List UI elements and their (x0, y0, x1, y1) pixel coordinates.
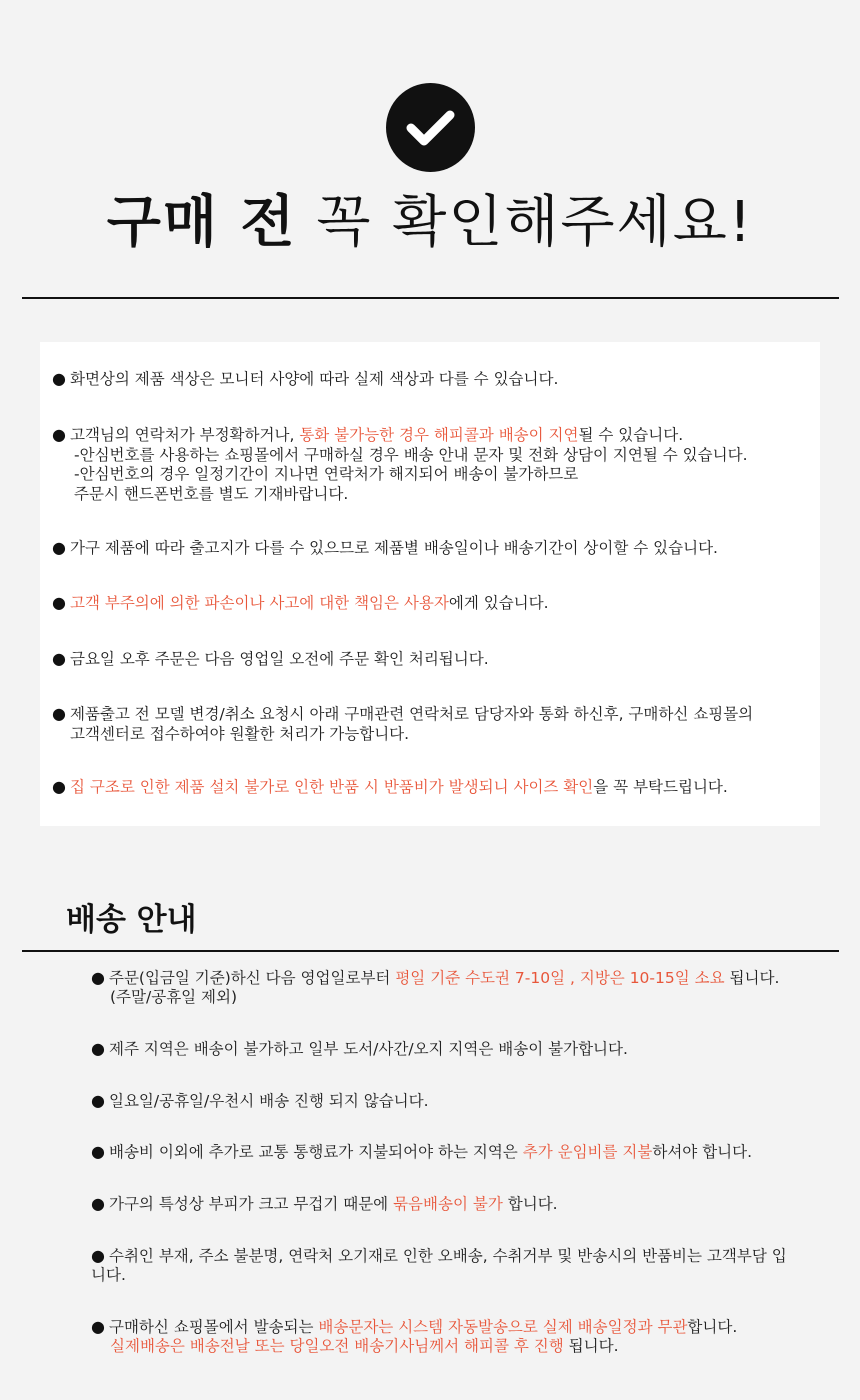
bullet-icon: ● (91, 1317, 105, 1336)
bullet-icon: ● (91, 1142, 105, 1161)
shipping-text: 됩니다. (563, 1337, 619, 1355)
shipping-text: 합니다. (502, 1195, 558, 1213)
shipping-section-title: 배송 안내 (66, 902, 197, 938)
shipping-text: 일요일/공휴일/우천시 배송 진행 되지 않습니다. (108, 1092, 429, 1110)
shipping-text: 하셔야 합니다. (652, 1143, 753, 1161)
shipping-subline: (주말/공휴일 제외) (110, 988, 238, 1006)
page-title-rest: 꼭 확인해주세요! (316, 190, 754, 255)
check-circle-icon (386, 83, 475, 172)
shipping-text: 제주 지역은 배송이 불가하고 일부 도서/사간/오지 지역은 배송이 불가합니다. (108, 1040, 628, 1058)
notice-text: 가구 제품에 따라 출고지가 다를 수 있으므로 제품별 배송일이나 배송기간이 상이할 수 있습니다. (69, 539, 718, 557)
notice-subline: -안심번호의 경우 일정기간이 지나면 연락처가 해지되어 배송이 불가하므로 (74, 465, 579, 483)
page-title-bold: 구매 전 (106, 190, 297, 255)
shipping-subline: 니다. (91, 1266, 126, 1284)
bullet-icon: ● (52, 649, 66, 668)
notice-item (52, 777, 812, 798)
notice-item (52, 704, 812, 744)
bullet-icon: ● (52, 425, 66, 444)
notice-highlight: 집 구조로 인한 제품 설치 불가로 인한 반품 시 반품비가 발생되니 사이즈 확인 (69, 778, 594, 796)
shipping-highlight: 추가 운임비를 지불 (522, 1143, 653, 1161)
notice-text: 고객님의 연락처가 부정확하거나, (69, 426, 300, 444)
notice-text: 을 꼭 부탁드립니다. (593, 778, 728, 796)
notice-subline: 주문시 핸드폰번호를 별도 기재바랍니다. (74, 484, 349, 503)
bullet-icon: ● (52, 369, 66, 388)
shipping-item (91, 1142, 806, 1162)
shipping-item (91, 1091, 806, 1111)
notice-subline: 고객센터로 접수하여야 원활한 처리가 가능합니다. (70, 724, 410, 743)
notice-text: 금요일 오후 주문은 다음 영업일 오전에 주문 확인 처리됩니다. (69, 650, 489, 668)
shipping-item (91, 1039, 806, 1059)
notice-text: 될 수 있습니다. (578, 426, 684, 444)
notice-item (52, 369, 812, 390)
shipping-highlight: 실제배송은 배송전날 또는 당일오전 배송기사님께서 해피콜 후 진행 (110, 1337, 564, 1355)
shipping-text: 합니다. (687, 1318, 738, 1336)
shipping-highlight: 배송문자는 시스템 자동발송으로 실제 배송일정과 무관 (318, 1318, 688, 1336)
bullet-icon: ● (91, 1039, 105, 1058)
bullet-icon: ● (91, 1091, 105, 1110)
bullet-icon: ● (91, 1194, 105, 1213)
shipping-highlight: 묶음배송이 불가 (393, 1195, 503, 1213)
notice-item (52, 538, 812, 559)
divider (22, 950, 839, 952)
notice-item (52, 649, 812, 670)
shipping-text: 주문(입금일 기준)하신 다음 영업일로부터 (108, 969, 396, 987)
shipping-text: 가구의 특성상 부피가 크고 무겁기 때문에 (108, 1195, 394, 1213)
shipping-text: 구매하신 쇼핑몰에서 발송되는 (108, 1318, 319, 1336)
bullet-icon: ● (52, 704, 66, 723)
notice-text: 화면상의 제품 색상은 모니터 사양에 따라 실제 색상과 다를 수 있습니다. (69, 370, 559, 388)
notice-item (52, 593, 812, 614)
shipping-highlight: 평일 기준 수도권 7-10일 , 지방은 10-15일 소요 (395, 969, 725, 987)
shipping-text: 됩니다. (724, 969, 780, 987)
notice-box (40, 342, 820, 826)
bullet-icon: ● (52, 593, 66, 612)
notice-highlight: 통화 불가능한 경우 해피콜과 배송이 지연 (299, 426, 579, 444)
shipping-item (91, 968, 806, 1007)
shipping-item (91, 1246, 806, 1285)
shipping-item (91, 1194, 806, 1214)
divider (22, 297, 839, 299)
notice-highlight: 고객 부주의에 의한 파손이나 사고에 대한 책임은 사용자 (69, 594, 449, 612)
shipping-text: 수취인 부재, 주소 불분명, 연락처 오기재로 인한 오배송, 수취거부 및 반송시의 반품비는 고객부담 입 (108, 1247, 787, 1265)
bullet-icon: ● (52, 777, 66, 796)
bullet-icon: ● (52, 538, 66, 557)
notice-item (52, 425, 812, 504)
shipping-text: 배송비 이외에 추가로 교통 통행료가 지불되어야 하는 지역은 (108, 1143, 523, 1161)
page-title (0, 188, 860, 258)
shipping-item (91, 1317, 806, 1356)
notice-text: 제품출고 전 모델 변경/취소 요청시 아래 구매관련 연락처로 담당자와 통화 하신후, 구매하신 쇼핑몰의 (69, 705, 754, 723)
notice-text: 에게 있습니다. (448, 594, 549, 612)
bullet-icon: ● (91, 1246, 105, 1265)
notice-subline: -안심번호를 사용하는 쇼핑몰에서 구매하실 경우 배송 안내 문자 및 전화 상담이 지연될 수 있습니다. (74, 445, 748, 464)
bullet-icon: ● (91, 968, 105, 987)
